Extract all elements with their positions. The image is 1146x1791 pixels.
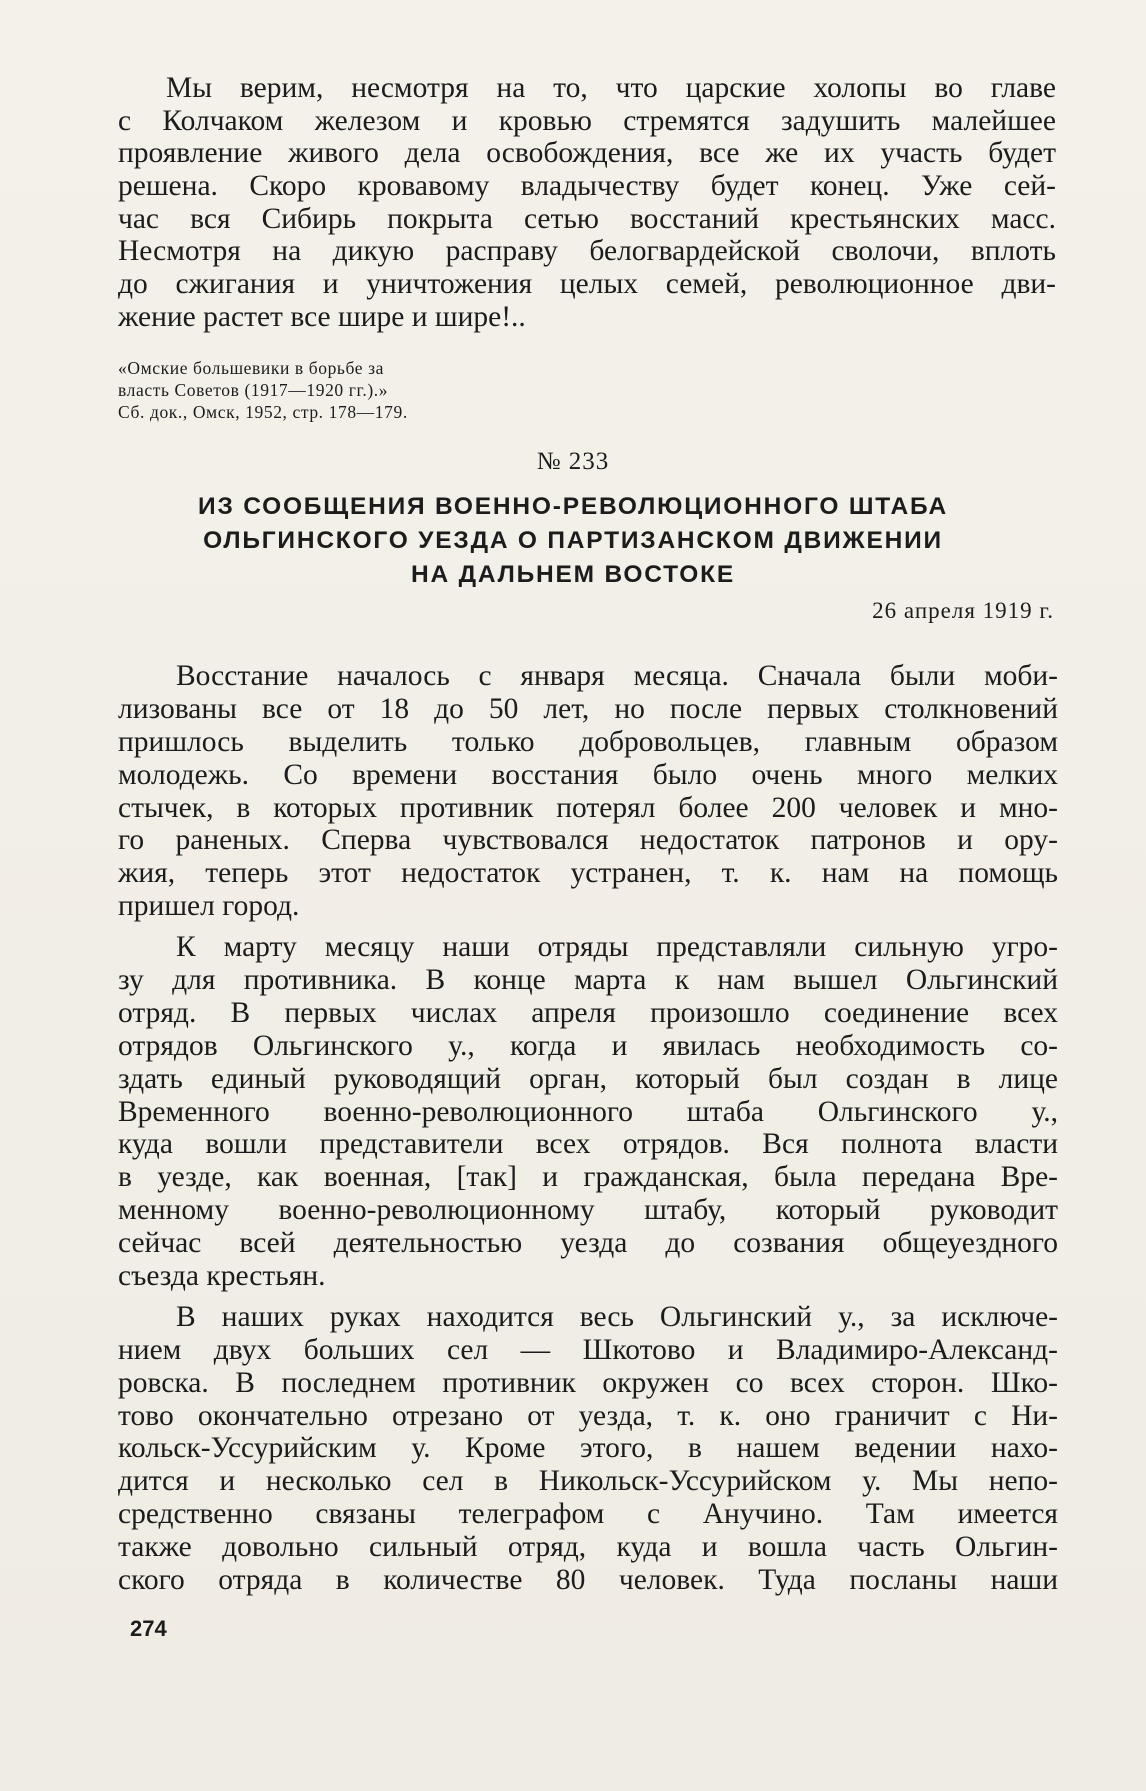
page-number: 274	[130, 1616, 167, 1641]
text-line: дится и несколько сел в Никольск-Уссурийском у. Мы непо-	[118, 1465, 1058, 1498]
text-line: также довольно сильный отряд, куда и вошла часть Ольгин-	[118, 1531, 1058, 1564]
text-line: пришлось выделить только добровольцев, главным образом	[118, 725, 1058, 758]
text-line: В наших руках находится весь Ольгинский у., за исключе-	[176, 1300, 1058, 1333]
text-line: с Колчаком железом и кровью стремятся задушить малейшее	[118, 104, 1056, 137]
text-line: Мы верим, несмотря на то, что царские холопы во главе	[166, 72, 1056, 104]
heading-line: ОЛЬГИНСКОГО УЕЗДА О ПАРТИЗАНСКОМ ДВИЖЕНИИ	[203, 527, 943, 554]
text-line: час вся Сибирь покрыта сетью восстаний крестьянских масс.	[118, 202, 1056, 235]
document-heading	[0, 490, 1146, 592]
text-line: пришел город.	[118, 890, 300, 923]
text-line: нием двух больших сел — Шкотово и Владимиро-Александ-	[118, 1333, 1058, 1366]
text-line: тово окончательно отрезано от уезда, т. к. оно граничит с Ни-	[118, 1399, 1058, 1432]
text-line: Несмотря на дикую расправу белогвардейской сволочи, вплоть	[118, 235, 1056, 268]
text-line: Восстание началось с января месяца. Сначала были моби-	[176, 660, 1058, 692]
text-line: ровска. В последнем противник окружен со всех сторон. Шко-	[118, 1366, 1058, 1399]
text-line: К марту месяцу наши отряды представляли сильную угро-	[176, 931, 1058, 964]
text-line: отрядов Ольгинского у., когда и явилась необходимость со-	[118, 1029, 1058, 1062]
text-line: кольск-Уссурийским у. Кроме этого, в нашем ведении нахо-	[118, 1432, 1058, 1465]
text-line: решена. Скоро кровавому владычеству будет конец. Уже сей-	[118, 170, 1056, 203]
text-line: отряд. В первых числах апреля произошло соединение всех	[118, 996, 1058, 1029]
text-line: Временного военно-революционного штаба Ольгинского у.,	[118, 1095, 1058, 1128]
text-line: жение растет все шире и шире!..	[118, 300, 526, 333]
text-line: средственно связаны телеграфом с Анучино. Там имеется	[118, 1498, 1058, 1531]
closing-paragraph	[118, 72, 1056, 334]
text-line: ского отряда в количестве 80 человек. Туда посланы наши	[118, 1564, 1058, 1597]
text-line: съезда крестьян.	[118, 1260, 326, 1293]
text-line: сейчас всей деятельностью уезда до созвания общеуездного	[118, 1227, 1058, 1260]
heading-line: ИЗ СООБЩЕНИЯ ВОЕННО-РЕВОЛЮЦИОННОГО ШТАБА	[198, 493, 948, 520]
text-line: го раненых. Сперва чувствовался недостаток патронов и ору-	[118, 824, 1058, 857]
text-line: здать единый руководящий орган, который был создан в лице	[118, 1062, 1058, 1095]
text-line: жия, теперь этот недостаток устранен, т. к. нам на помощь	[118, 857, 1058, 890]
document-date: 26 апреля 1919 г.	[872, 598, 1054, 623]
document-body	[118, 660, 1058, 1597]
text-line: куда вошли представители всех отрядов. Вся полнота власти	[118, 1128, 1058, 1161]
text-line: менному военно-революционному штабу, который руководит	[118, 1194, 1058, 1227]
text-line: стычек, в которых противник потерял более 200 человек и мно-	[118, 791, 1058, 824]
text-line: до сжигания и уничтожения целых семей, революционное дви-	[118, 268, 1056, 301]
text-line: зу для противника. В конце марта к нам вышел Ольгинский	[118, 964, 1058, 997]
citation-line: «Омские большевики в борьбе за	[118, 358, 385, 378]
citation-line: Сб. док., Омск, 1952, стр. 178—179.	[118, 402, 408, 422]
citation-line: власть Советов (1917—1920 гг.).»	[118, 380, 389, 400]
text-line: молодежь. Со времени восстания было очень много мелких	[118, 758, 1058, 791]
text-line: в уезде, как военная, [так] и гражданская, была передана Вре-	[118, 1161, 1058, 1194]
text-line: проявление живого дела освобождения, все же их участь будет	[118, 137, 1056, 170]
source-citation	[118, 357, 538, 423]
document-number: № 233	[536, 448, 610, 475]
text-line: лизованы все от 18 до 50 лет, но после первых столкновений	[118, 692, 1058, 725]
heading-line: НА ДАЛЬНЕМ ВОСТОКЕ	[410, 561, 736, 588]
